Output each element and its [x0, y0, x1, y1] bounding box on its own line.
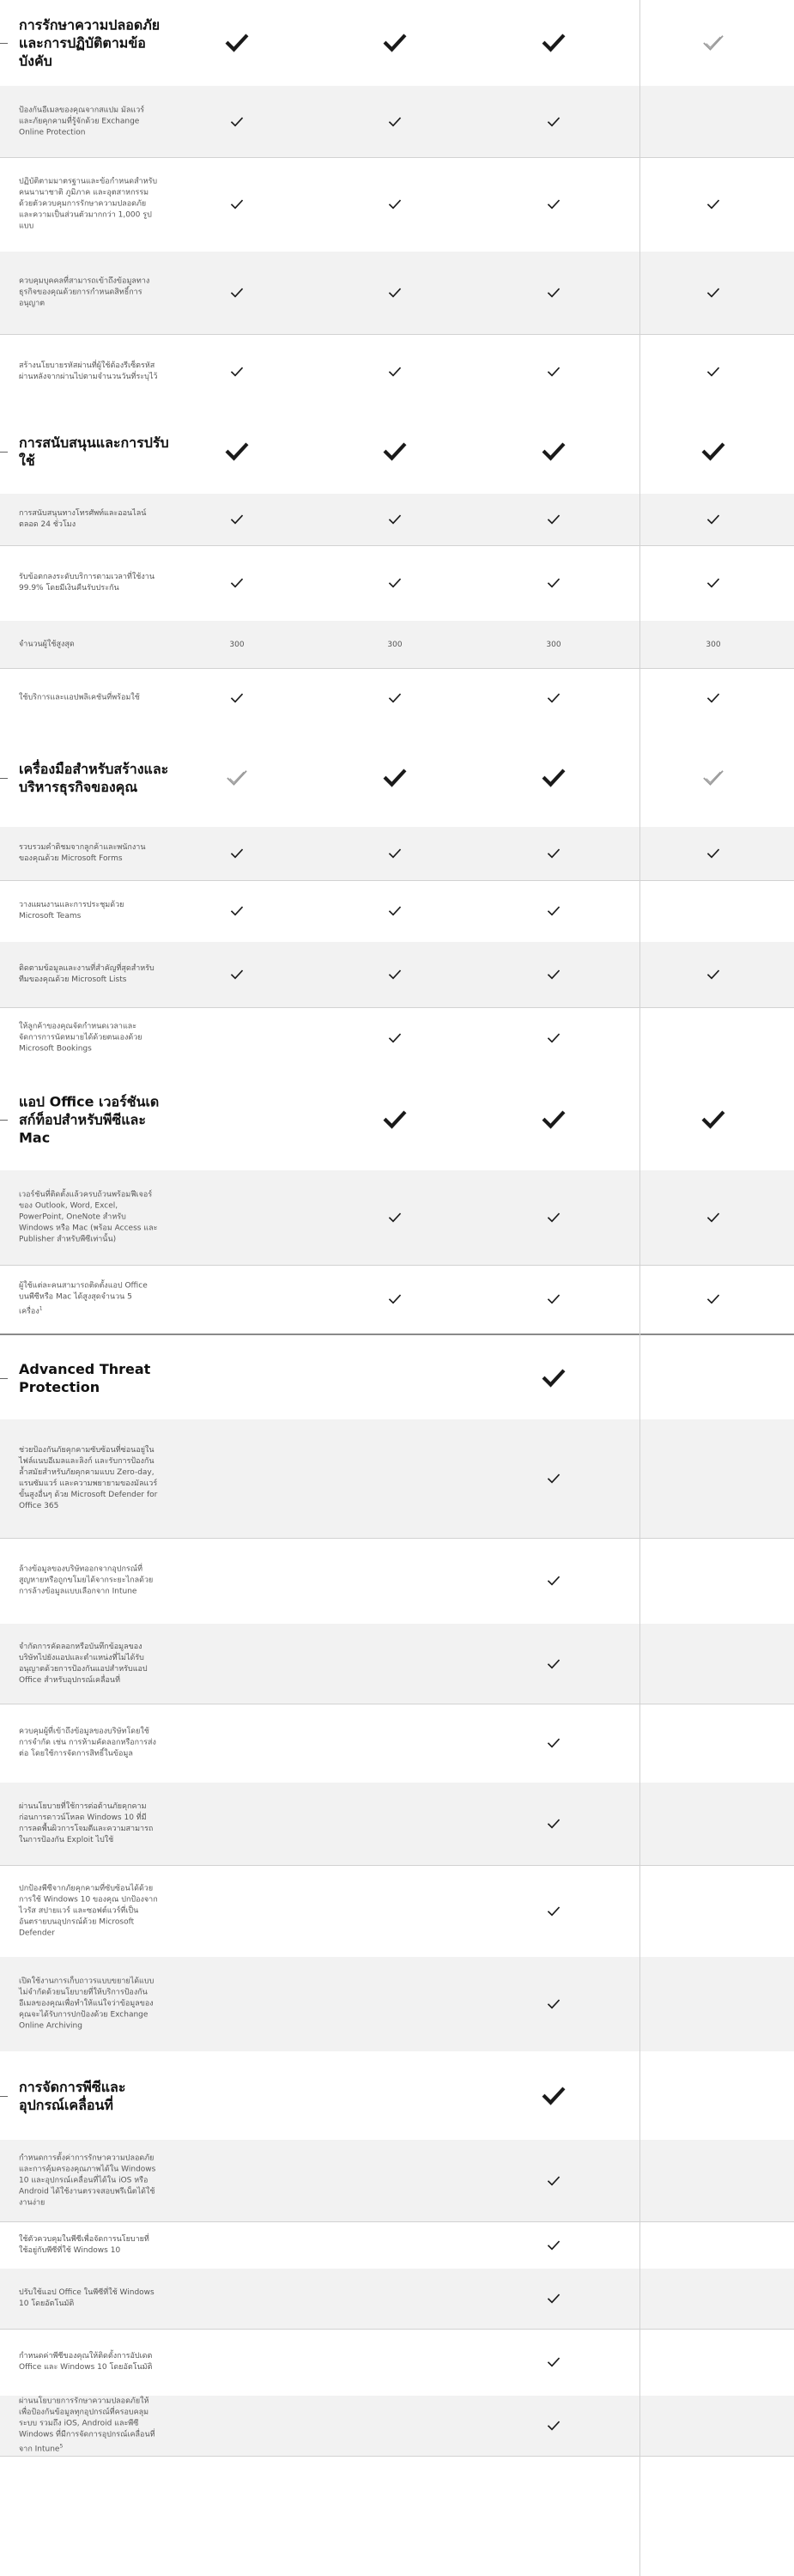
check-icon — [547, 1817, 561, 1831]
feature-label — [19, 1281, 158, 1318]
feature-label — [19, 1801, 158, 1846]
feature-label-text: ใช้บริการและแอปพลิเคชันที่พร้อมใช้ — [19, 693, 140, 702]
feature-label-text: เครื่องมือสำหรับสร้างและบริหารธุรกิจของคุณ — [19, 760, 169, 795]
check-icon — [542, 766, 566, 790]
table-row — [0, 2221, 794, 2269]
feature-label-text: ให้ลูกค้าของคุณจัดกำหนดเวลาและจัดการการนัดหมายได้ด้วยตนเองด้วย Microsoft Bookings — [19, 1022, 142, 1054]
check-icon — [547, 1997, 561, 2011]
check-icon — [542, 2084, 566, 2108]
check-icon — [706, 365, 720, 379]
section-title — [19, 1093, 169, 1147]
table-row — [0, 494, 794, 546]
check-icon — [230, 197, 244, 211]
table-row — [0, 1957, 794, 2052]
feature-label — [19, 276, 158, 310]
feature-label-text: แอป Office เวอร์ชันเดสก์ท็อปสำหรับพีซีและ Mac — [19, 1093, 160, 1146]
check-icon — [706, 847, 720, 860]
feature-label — [19, 842, 158, 865]
check-icon — [225, 31, 249, 55]
feature-label-text: จำกัดการคัดลอกหรือบันทึกข้อมูลของบริษัทไปยังแอปและตำแหน่งที่ไม่ได้รับอนุญาตด้วยการป้องกันแอปสำหรับแอป Office สำหรับอุปกรณ์เคลื่อนที่ — [19, 1642, 148, 1685]
check-icon — [388, 968, 402, 981]
section-marker — [0, 1378, 8, 1379]
table-row — [0, 1624, 794, 1704]
feature-label — [19, 639, 158, 650]
table-row — [0, 1538, 794, 1625]
check-icon — [230, 115, 244, 129]
check-icon — [225, 440, 249, 464]
partial-check-icon — [701, 31, 725, 55]
feature-label-text: กำหนดการตั้งค่าการรักษาความปลอดภัยและการคุ้มครองคุณภาพได้ใน Windows 10 และอุปกรณ์เคลื่อนที่ได้ใน iOS หรือ Android ได้ใช้งานตรวจสอบพรีเน็ตได้ใช้งานง่าย — [19, 2154, 156, 2207]
table-row — [0, 545, 794, 622]
check-icon — [547, 1292, 561, 1306]
feature-label — [19, 1883, 158, 1939]
feature-label-text: ควบคุมบุคคลที่สามารถเข้าถึงข้อมูลทางธุรกิจของคุณด้วยการกำหนดสิทธิ์การอนุญาต — [19, 276, 150, 308]
check-icon — [230, 365, 244, 379]
section-title — [19, 434, 169, 470]
table-row — [0, 1419, 794, 1539]
check-icon — [706, 1292, 720, 1306]
check-icon — [706, 576, 720, 590]
feature-label — [19, 1642, 158, 1686]
table-row — [0, 1334, 794, 1422]
feature-label-text: Advanced Threat Protection — [19, 1361, 151, 1395]
check-icon — [388, 1211, 402, 1224]
feature-label-text: การสนับสนุนและการปรับใช้ — [19, 434, 169, 469]
check-icon — [547, 286, 561, 300]
feature-label-text: เปิดใช้งานการเก็บถาวรแบบขยายได้แบบไม่จำกัดด้วยนโยบายที่ให้บริการป้องกันอีเมลของคุณเพื่อทำให้แน่ใจว่าข้อมูลของคุณจะได้รับการปกป้องด้วย Exchange Online Archiving — [19, 1977, 155, 2031]
check-icon — [547, 513, 561, 526]
section-marker — [0, 778, 8, 779]
check-icon — [547, 691, 561, 705]
table-row — [0, 880, 794, 943]
table-row — [0, 1704, 794, 1783]
check-icon — [388, 513, 402, 526]
section-marker — [0, 2096, 8, 2097]
check-icon — [547, 576, 561, 590]
feature-label-text: ผ่านนโยบายที่ใช้การต่อต้านภัยคุกคามก่อนการดาวน์โหลด Windows 10 ที่มีการลดพื้นผิวการโจมตีและความสามารถในการป้องกัน Exploit ไปใช้ — [19, 1802, 154, 1844]
table-row — [0, 728, 794, 828]
footnote-marker: 1 — [39, 1305, 43, 1312]
check-icon — [388, 286, 402, 300]
check-icon — [701, 1108, 725, 1132]
section-title — [19, 16, 169, 70]
check-icon — [230, 691, 244, 705]
table-row — [0, 1865, 794, 1958]
feature-label — [19, 963, 158, 986]
feature-label — [19, 2234, 158, 2257]
check-icon — [547, 2355, 561, 2369]
check-icon — [547, 1657, 561, 1671]
feature-label-text: วางแผนงานและการประชุมด้วย Microsoft Teams — [19, 901, 124, 920]
feature-label-text: กำหนดค่าพีซีของคุณให้ติดตั้งการอัปเดต Office และ Windows 10 โดยอัตโนมัติ — [19, 2352, 153, 2372]
table-row — [0, 2269, 794, 2330]
section-marker — [0, 1120, 8, 1121]
check-icon — [230, 968, 244, 981]
check-icon — [547, 2174, 561, 2188]
check-icon — [547, 2419, 561, 2433]
feature-label — [19, 2351, 158, 2373]
table-row — [0, 334, 794, 410]
table-row — [0, 2329, 794, 2397]
feature-label — [19, 1564, 158, 1598]
check-icon — [388, 576, 402, 590]
section-marker — [0, 452, 8, 453]
check-icon — [547, 1031, 561, 1045]
feature-label-text: สร้างนโยบายรหัสผ่านที่ผู้ใช้ต้องรีเซ็ตรหัสผ่านหลังจากผ่านไปตามจำนวนวันที่ระบุไว้ — [19, 361, 158, 381]
check-icon — [388, 1031, 402, 1045]
check-icon — [388, 1292, 402, 1306]
table-row — [0, 86, 794, 158]
check-icon — [388, 197, 402, 211]
check-icon — [383, 440, 407, 464]
feature-label-text: ปฏิบัติตามมาตรฐานและข้อกำหนดสำหรับคนนานาชาติ ภูมิภาค และอุตสาหกรรมด้วยตัวควบคุมการรักษาความปลอดภัยและความเป็นส่วนตัวมากกว่า 1,000 รูปแบบ — [19, 177, 158, 231]
check-icon — [383, 1108, 407, 1132]
check-icon — [547, 2239, 561, 2252]
max-users-value: 300 — [706, 640, 721, 649]
feature-label — [19, 1727, 158, 1760]
check-icon — [706, 691, 720, 705]
feature-label — [19, 693, 158, 704]
check-icon — [547, 1905, 561, 1918]
check-icon — [547, 115, 561, 129]
check-icon — [547, 847, 561, 860]
feature-label-text: รับข้อตกลงระดับบริการตามเวลาที่ใช้งาน 99.9% โดยมีเงินคืนรับประกัน — [19, 573, 155, 592]
section-marker — [0, 43, 8, 44]
feature-label-text: การรักษาความปลอดภัยและการปฏิบัติตามข้อบังคับ — [19, 16, 161, 70]
table-row — [0, 0, 794, 87]
max-users-value: 300 — [387, 640, 403, 649]
feature-label — [19, 1445, 158, 1512]
feature-label — [19, 1190, 158, 1246]
feature-label-text: ควบคุมผู้ที่เข้าถึงข้อมูลของบริษัทโดยใช้การจำกัด เช่น การห้ามคัดลอกหรือการส่งต่อ โดยใช้การจัดการสิทธิ์ในข้อมูล — [19, 1727, 156, 1759]
check-icon — [547, 1472, 561, 1485]
check-icon — [230, 286, 244, 300]
check-icon — [230, 847, 244, 860]
check-icon — [542, 440, 566, 464]
footnote-marker: 5 — [59, 2443, 64, 2450]
section-title — [19, 2078, 169, 2114]
table-row — [0, 1783, 794, 1866]
table-row — [0, 2396, 794, 2457]
table-row — [0, 157, 794, 252]
table-row — [0, 2051, 794, 2141]
check-icon — [230, 904, 244, 918]
column-divider — [639, 0, 640, 2576]
feature-label — [19, 508, 158, 531]
check-icon — [388, 847, 402, 860]
check-icon — [230, 576, 244, 590]
feature-label — [19, 177, 158, 233]
feature-label-text: ปกป้องพีซีจากภัยคุกคามที่ซับซ้อนได้ด้วยการใช้ Windows 10 ของคุณ ปกป้องจากไวรัส สปายแวร์ และซอฟต์แวร์ที่เป็นอันตรายบนอุปกรณ์ด้วย Microsoft Defender — [19, 1884, 158, 1937]
feature-label-text: ติดตามข้อมูลและงานที่สำคัญที่สุดสำหรับทีมของคุณด้วย Microsoft Lists — [19, 964, 155, 984]
check-icon — [706, 513, 720, 526]
feature-label-text: ล้างข้อมูลของบริษัทออกจากอุปกรณ์ที่สูญหายหรือถูกขโมยได้จากระยะไกลด้วยการล้างข้อมูลแบบเลือกจาก Intune — [19, 1564, 154, 1596]
check-icon — [701, 440, 725, 464]
section-title — [19, 760, 169, 796]
check-icon — [388, 691, 402, 705]
check-icon — [388, 365, 402, 379]
check-icon — [706, 197, 720, 211]
feature-label — [19, 1977, 158, 2032]
check-icon — [547, 1736, 561, 1750]
check-icon — [388, 115, 402, 129]
check-icon — [706, 968, 720, 981]
table-row — [0, 621, 794, 669]
feature-label-text: เวอร์ชันที่ติดตั้งแล้วครบถ้วนพร้อมฟีเจอร์ของ Outlook, Word, Excel, PowerPoint, OneNote สำหรับ Windows หรือ Mac (พร้อม Access และ Publisher สำหรับพีซีเท่านั้น) — [19, 1190, 158, 1244]
feature-label — [19, 361, 158, 383]
max-users-value: 300 — [229, 640, 245, 649]
feature-label-text: การสนับสนุนทางโทรศัพท์และออนไลน์ตลอด 24 ชั่วโมง — [19, 509, 147, 529]
check-icon — [547, 904, 561, 918]
feature-label-text: ป้องกันอีเมลของคุณจากสแปม มัลแวร์ และภัยคุกคามที่รู้จักด้วย Exchange Online Protection — [19, 106, 145, 137]
feature-label — [19, 2397, 158, 2456]
feature-label — [19, 105, 158, 138]
table-row — [0, 2140, 794, 2222]
feature-label — [19, 572, 158, 594]
table-row — [0, 942, 794, 1008]
feature-label — [19, 900, 158, 922]
table-row — [0, 1265, 794, 1334]
feature-label-text: รวบรวมคำติชมจากลูกค้าและพนักงานของคุณด้วย Microsoft Forms — [19, 843, 146, 863]
feature-label-text: การจัดการพีซีและอุปกรณ์เคลื่อนที่ — [19, 2078, 126, 2113]
check-icon — [383, 766, 407, 790]
check-icon — [706, 286, 720, 300]
check-icon — [547, 968, 561, 981]
feature-label — [19, 2287, 158, 2310]
feature-label-text: ปรับใช้แอป Office ในพีซีที่ใช้ Windows 10 โดยอัตโนมัติ — [19, 2288, 155, 2308]
check-icon — [542, 1366, 566, 1390]
check-icon — [547, 2292, 561, 2306]
check-icon — [706, 1211, 720, 1224]
feature-label-text: ช่วยป้องกันภัยคุกคามซับซ้อนที่ซ่อนอยู่ในไฟล์แนบอีเมลและลิงก์ และรับการป้องกันล้ำสมัยสำหรับภัยคุกคามแบบ Zero-day, แรนซัมแวร์ และความพยายามของมัลแวร์ขั้นสูงอื่นๆ ด้วย Microsoft Defender for Office 365 — [19, 1446, 158, 1510]
check-icon — [230, 513, 244, 526]
table-row — [0, 1069, 794, 1171]
table-row — [0, 668, 794, 729]
table-row — [0, 1007, 794, 1070]
table-row — [0, 252, 794, 335]
table-row — [0, 827, 794, 881]
feature-label-text: ใช้ตัวควบคุมในพีซีเพื่อจัดการนโยบายที่ใช้อยู่กับพีซีที่ใช้ Windows 10 — [19, 2234, 149, 2255]
check-icon — [383, 31, 407, 55]
table-row — [0, 1170, 794, 1266]
check-icon — [547, 365, 561, 379]
check-icon — [547, 1574, 561, 1588]
check-icon — [547, 1211, 561, 1224]
partial-check-icon — [701, 766, 725, 790]
feature-label-text: ผ่านนโยบายการรักษาความปลอดภัยให้เพื่อป้องกันข้อมูลทุกอุปกรณ์ที่ครอบคลุมระบบ รวมถึง iOS, Android และพีซี Windows ที่มีการจัดการอุปกรณ์เคลื่อนที่จาก Intune — [19, 2397, 155, 2454]
section-title — [19, 1360, 169, 1396]
feature-label-text: จำนวนผู้ใช้สูงสุด — [19, 640, 75, 648]
check-icon — [547, 197, 561, 211]
check-icon — [542, 31, 566, 55]
partial-check-icon — [225, 766, 249, 790]
feature-label-text: ผู้ใช้แต่ละคนสามารถติดตั้งแอป Office บนพีซีหรือ Mac ได้สูงสุดจำนวน 5 เครื่อง — [19, 1281, 148, 1316]
feature-label — [19, 2153, 158, 2208]
feature-label — [19, 1022, 158, 1055]
table-row — [0, 410, 794, 495]
check-icon — [542, 1108, 566, 1132]
check-icon — [388, 904, 402, 918]
max-users-value: 300 — [546, 640, 561, 649]
